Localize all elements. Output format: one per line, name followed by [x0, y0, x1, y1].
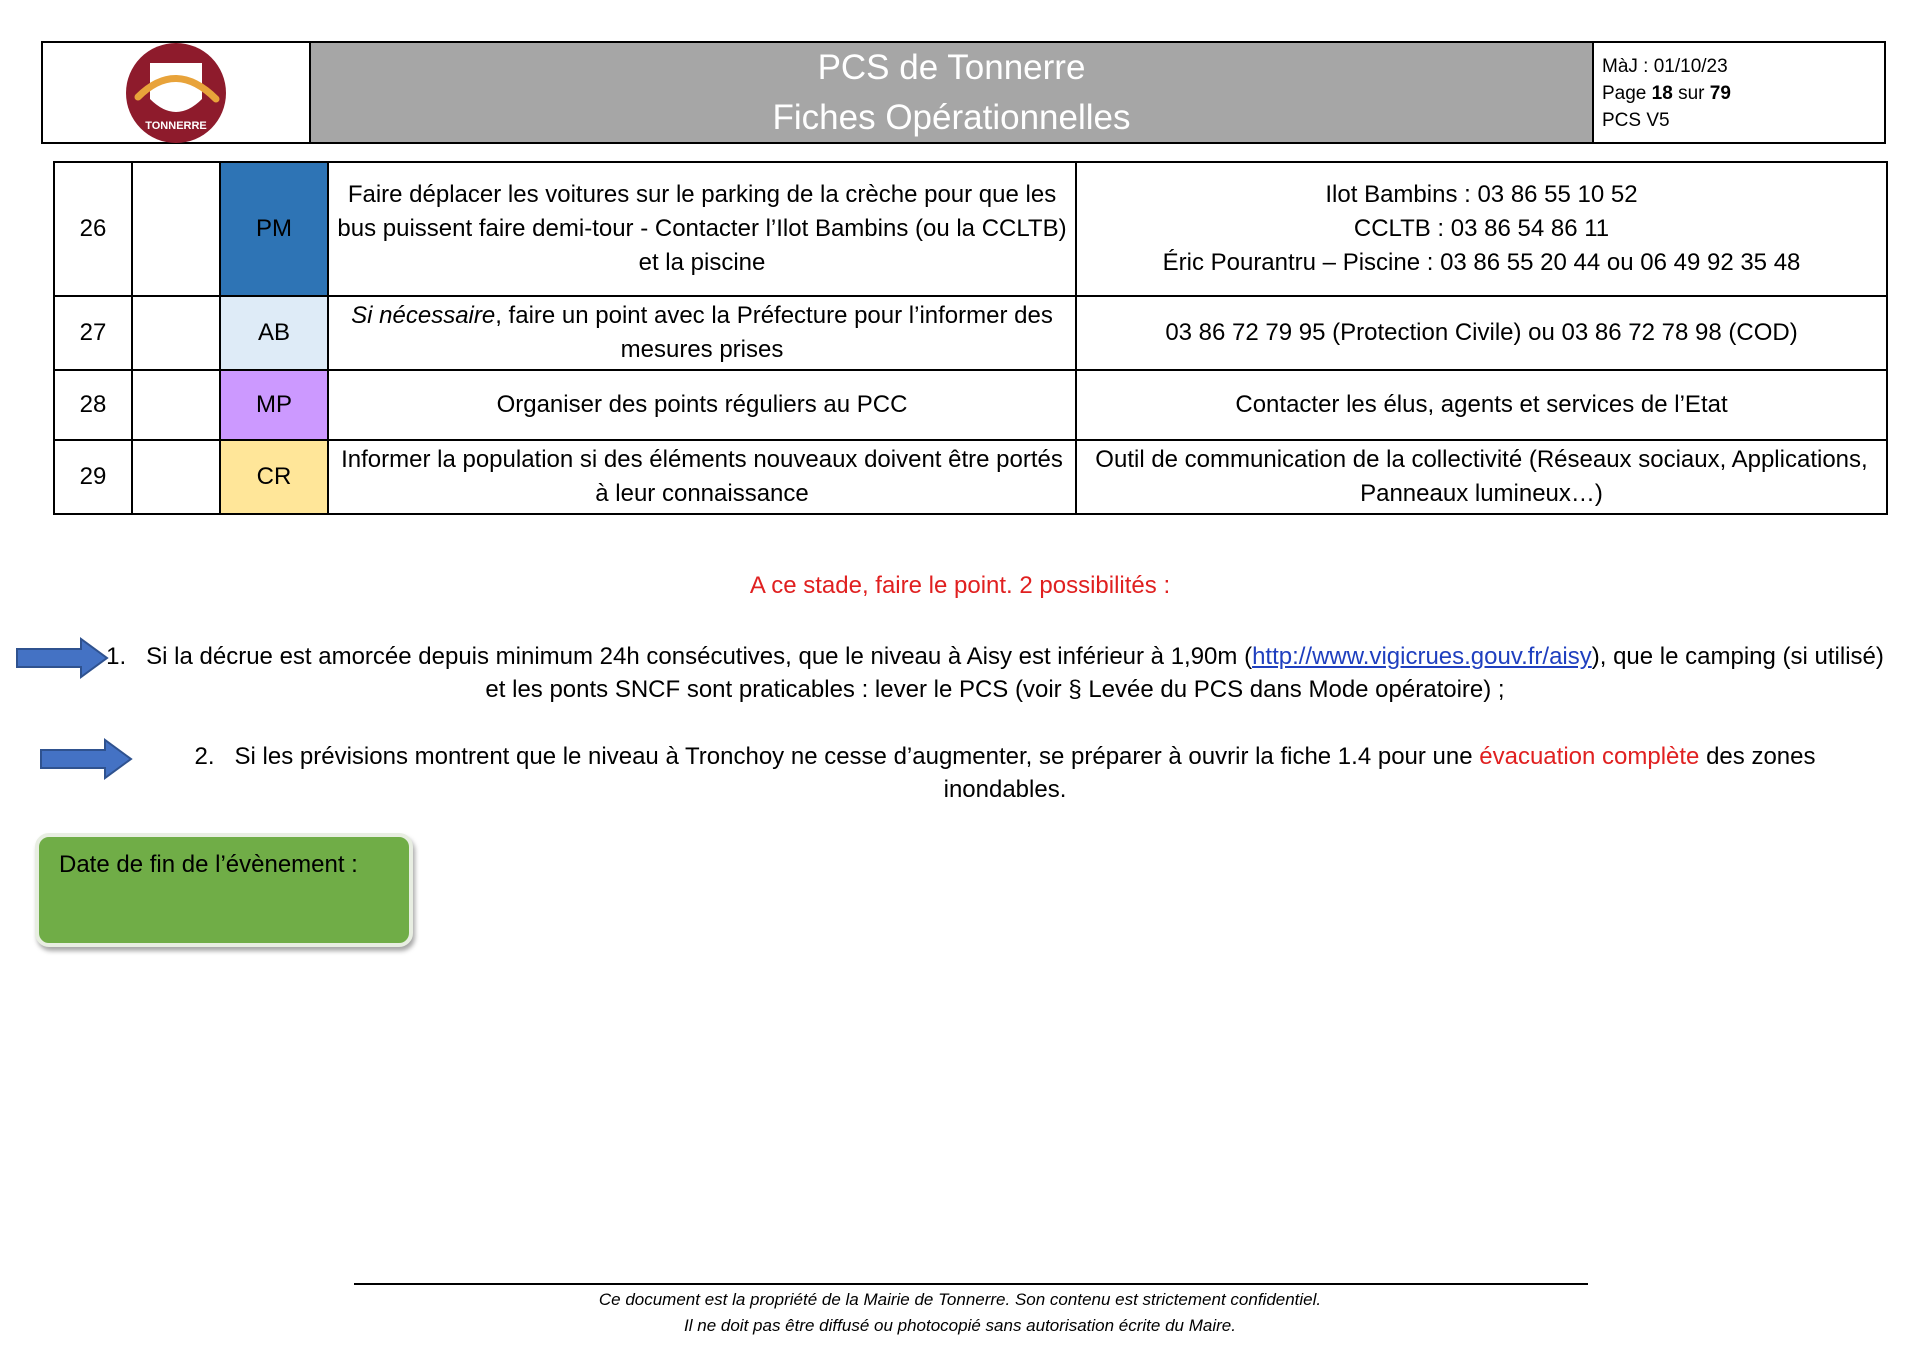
header-title — [311, 43, 1594, 142]
end-date-label: Date de fin de l’évènement : — [59, 851, 358, 878]
action-cell: Organiser des points réguliers au PCC — [328, 370, 1076, 440]
footer — [0, 1287, 1920, 1339]
action-cell: Si nécessaire, faire un point avec la Préfecture pour l’informer des mesures prises — [328, 296, 1076, 370]
row-check-cell — [132, 296, 220, 370]
row-check-cell — [132, 162, 220, 296]
row-check-cell — [132, 370, 220, 440]
actions-table — [53, 161, 1888, 515]
row-number: 29 — [54, 440, 132, 514]
arrow-right-icon — [39, 738, 133, 780]
contact-cell: Ilot Bambins : 03 86 55 10 52 CCLTB : 03 86 54 86 11 Éric Pourantru – Piscine : 03 86 55 20 44 ou 06 49 92 35 48 — [1076, 162, 1887, 296]
footer-line-2: Il ne doit pas être diffusé ou photocopié sans autorisation écrite du Maire. — [684, 1316, 1236, 1335]
checkpoint-text: A ce stade, faire le point. 2 possibilités : — [749, 572, 1171, 599]
table-row — [54, 440, 1887, 514]
tonnerre-logo-icon — [124, 41, 228, 145]
contact-cell: 03 86 72 79 95 (Protection Civile) ou 03 86 72 78 98 (COD) — [1076, 296, 1887, 370]
footer-line-1: Ce document est la propriété de la Mairie de Tonnerre. Son contenu est strictement confidentiel. — [598, 1290, 1322, 1309]
row-number: 27 — [54, 296, 132, 370]
contact-cell: Outil de communication de la collectivité (Réseaux sociaux, Applications, Panneaux lumineux…) — [1076, 440, 1887, 514]
role-code: AB — [220, 296, 328, 370]
role-code: CR — [220, 440, 328, 514]
svg-text:TONNERRE: TONNERRE — [145, 119, 207, 132]
option-1: 1. Si la décrue est amorcée depuis minimum 24h consécutives, que le niveau à Aisy est inférieur à 1,90m (http://www.vigicrues.gouv.fr/aisy), que le camping (si utilisé) et les ponts SNCF sont praticables : lever le PCS (voir § Levée du PCS dans Mode opératoire) ; — [106, 643, 1884, 703]
update-date: MàJ : 01/10/23 — [1602, 56, 1728, 77]
row-number: 26 — [54, 162, 132, 296]
row-number: 28 — [54, 370, 132, 440]
table-row — [54, 162, 1887, 296]
action-cell: Informer la population si des éléments nouveaux doivent être portés à leur connaissance — [328, 440, 1076, 514]
role-code: MP — [220, 370, 328, 440]
contact-cell: Contacter les élus, agents et services de l’Etat — [1076, 370, 1887, 440]
table-row — [54, 296, 1887, 370]
row-check-cell — [132, 440, 220, 514]
title-line-1: PCS de Tonnerre — [817, 47, 1086, 87]
pcs-version: PCS V5 — [1602, 110, 1670, 131]
title-line-2: Fiches Opérationnelles — [772, 97, 1131, 137]
logo-cell — [43, 43, 311, 142]
vigicrues-link[interactable]: http://www.vigicrues.gouv.fr/aisy — [1252, 643, 1592, 670]
end-date-box — [35, 833, 413, 947]
option-2: 2. Si les prévisions montrent que le niveau à Tronchoy ne cesse d’augmenter, se préparer à ouvrir la fiche 1.4 pour une évacuation complète des zones inondables. — [194, 743, 1816, 803]
header-meta — [1594, 43, 1884, 142]
page-number: Page 18 sur 79 — [1602, 83, 1731, 104]
footer-divider — [354, 1283, 1588, 1285]
action-cell: Faire déplacer les voitures sur le parking de la crèche pour que les bus puissent faire demi-tour - Contacter l’Ilot Bambins (ou la CCLTB) et la piscine — [328, 162, 1076, 296]
table-row — [54, 370, 1887, 440]
role-code: PM — [220, 162, 328, 296]
document-header — [41, 41, 1886, 144]
arrow-right-icon — [15, 637, 109, 679]
